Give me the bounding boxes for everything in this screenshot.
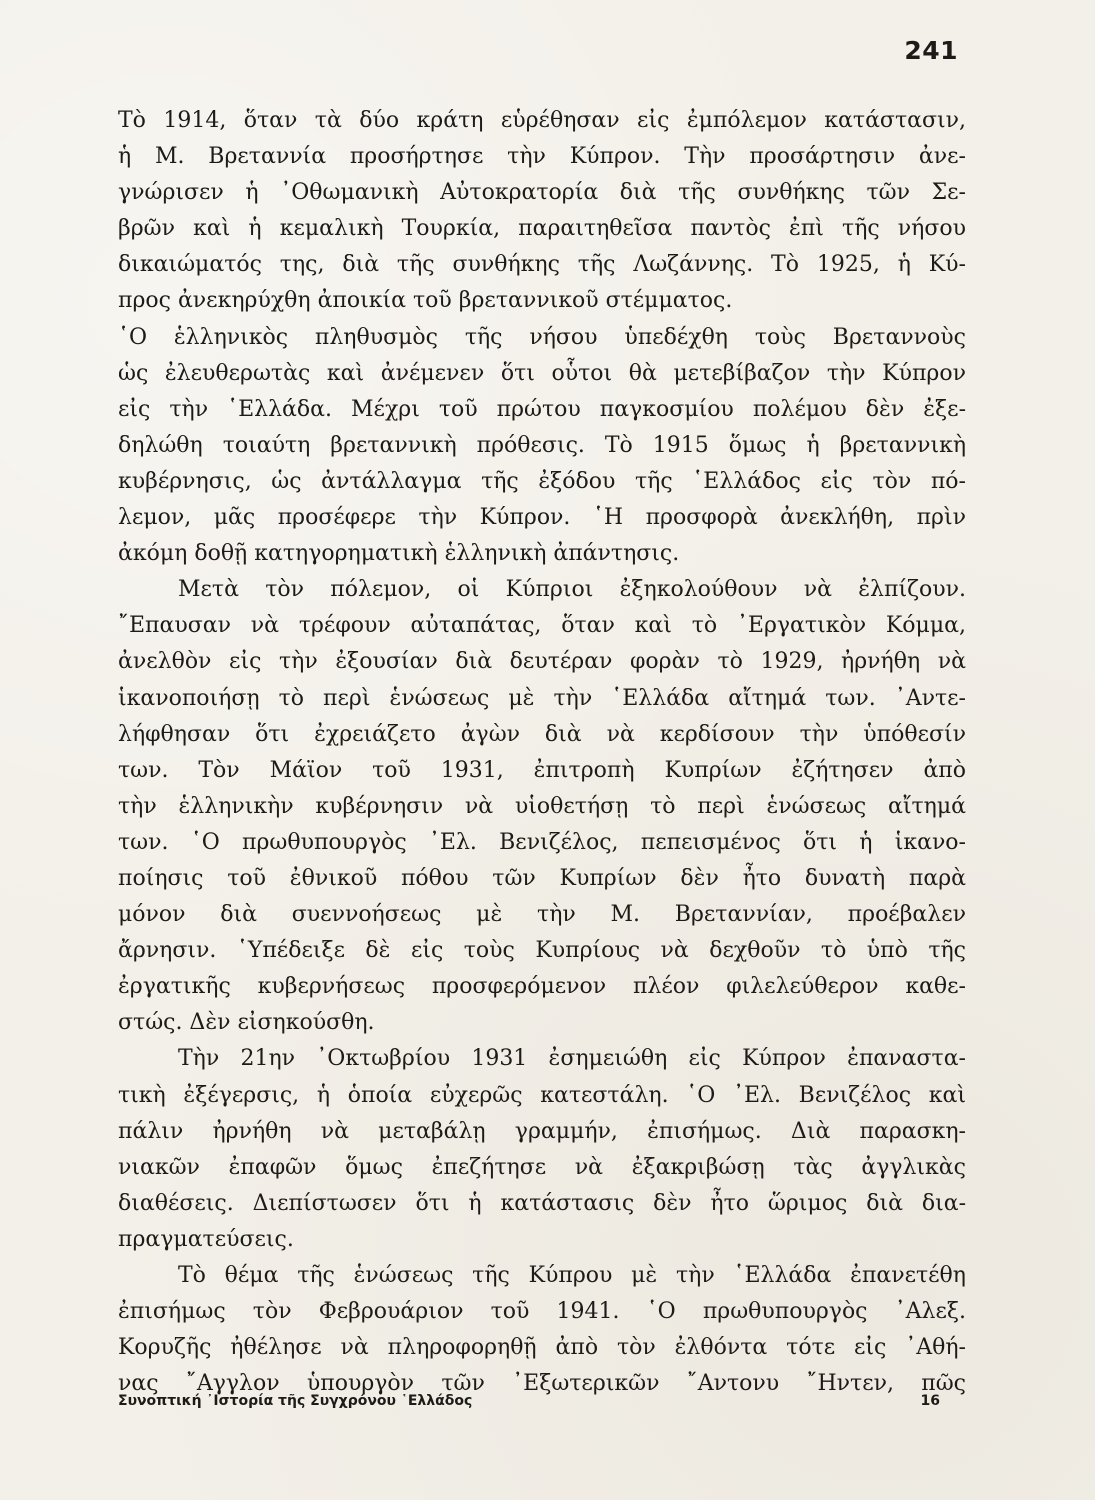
- text-line: λήφθησαν ὅτι ἐχρειάζετο ἀγὼν διὰ νὰ κερδίσουν τὴν ὑπόθεσίν: [118, 721, 966, 747]
- text-line: ὡς ἐλευθερωτὰς καὶ ἀνέμενεν ὅτι οὗτοι θὰ μετεβίβαζον τὴν Κύπρον: [118, 360, 966, 386]
- text-line: γνώρισεν ἡ ᾿Οθωμανικὴ Αὐτοκρατορία διὰ τῆς συνθήκης τῶν Σε-: [118, 180, 966, 206]
- text-line: λεμον, μᾶς προσέφερε τὴν Κύπρον. ῾Η προσφορὰ ἀνεκλήθη, πρὶν: [118, 505, 966, 531]
- text-line: ποίησις τοῦ ἐθνικοῦ πόθου τῶν Κυπρίων δὲν ἦτο δυνατὴ παρὰ: [118, 865, 966, 891]
- text-line: ῎Επαυσαν νὰ τρέφουν αὐταπάτας, ὅταν καὶ τὸ ᾿Εργατικὸν Κόμμα,: [118, 613, 966, 639]
- text-line: τὴν ἑλληνικὴν κυβέρνησιν νὰ υἱοθετήσῃ τὸ περὶ ἑνώσεως αἴτημά: [118, 793, 966, 819]
- text-line: ἐπισήμως τὸν Φεβρουάριον τοῦ 1941. ῾Ο πρωθυπουργὸς ᾿Αλεξ.: [118, 1299, 966, 1325]
- text-line: δικαιώματός της, διὰ τῆς συνθήκης τῆς Λωζάννης. Τὸ 1925, ἡ Κύ-: [118, 252, 966, 278]
- text-line: Τὴν 21ην ᾿Οκτωβρίου 1931 ἐσημειώθη εἰς Κύπρον ἐπαναστα-: [178, 1046, 966, 1072]
- text-line: Τὸ θέμα τῆς ἑνώσεως τῆς Κύπρου μὲ τὴν ῾Ελλάδα ἐπανετέθη: [178, 1263, 966, 1288]
- footer-book-title: Συνοπτική ᾿Ιστορία τῆς Συγχρόνου ῾Ελλάδος: [118, 1393, 473, 1409]
- text-line: τικὴ ἐξέγερσις, ἡ ὁποία εὐχερῶς κατεστάλη. ῾Ο ᾿Ελ. Βενιζέλος καὶ: [118, 1082, 966, 1108]
- text-line: μόνον διὰ συεννοήσεως μὲ τὴν Μ. Βρεταννίαν, προέβαλεν: [118, 902, 966, 928]
- text-line: νας ῎Αγγλον ὑπουργὸν τῶν ᾿Εξωτερικῶν ῎Αντονυ ῎Ηντεν, πῶς: [118, 1371, 966, 1397]
- text-line: νιακῶν ἐπαφῶν ὅμως ἐπεζήτησε νὰ ἐξακριβώσῃ τὰς ἀγγλικὰς: [118, 1154, 966, 1180]
- text-line: Τὸ 1914, ὅταν τὰ δύο κράτη εὑρέθησαν εἰς ἐμπόλεμον κατάστασιν,: [118, 108, 966, 133]
- text-line: των. ῾Ο πρωθυπουργὸς ᾿Ελ. Βενιζέλος, πεπεισμένος ὅτι ἡ ἱκανο-: [118, 829, 966, 855]
- text-line: ῾Ο ἑλληνικὸς πληθυσμὸς τῆς νήσου ὑπεδέχθη τοὺς Βρεταννοὺς: [118, 324, 966, 350]
- paragraph: [118, 320, 966, 573]
- text-line: ἐργατικῆς κυβερνήσεως προσφερόμενον πλέον φιλελεύθερον καθε-: [118, 974, 966, 1000]
- text-line: στώς. Δὲν εἰσηκούσθη.: [118, 1010, 375, 1036]
- text-line: δηλώθη τοιαύτη βρεταννικὴ πρόθεσις. Τὸ 1915 ὅμως ἡ βρεταννικὴ: [118, 432, 966, 458]
- footer-signature-mark: 16: [920, 1393, 940, 1409]
- paragraph: [118, 1258, 966, 1402]
- text-line: ἡ Μ. Βρεταννία προσήρτησε τὴν Κύπρον. Τὴν προσάρτησιν ἀνε-: [118, 144, 966, 170]
- text-line: διαθέσεις. Διεπίστωσεν ὅτι ἡ κατάστασις δὲν ἦτο ὥριμος διὰ δια-: [118, 1190, 966, 1216]
- text-line: Κορυζῆς ἠθέλησε νὰ πληροφορηθῇ ἀπὸ τὸν ἐλθόντα τότε εἰς ᾿Αθή-: [118, 1335, 966, 1361]
- paragraph: [118, 572, 966, 1041]
- text-line: ἄρνησιν. ῾Υπέδειξε δὲ εἰς τοὺς Κυπρίους νὰ δεχθοῦν τὸ ὑπὸ τῆς: [118, 938, 966, 964]
- text-line: εἰς τὴν ῾Ελλάδα. Μέχρι τοῦ πρώτου παγκοσμίου πολέμου δὲν ἐξε-: [118, 396, 966, 422]
- body-text: [118, 103, 966, 1402]
- text-line: ἀκόμη δοθῇ κατηγορηματικὴ ἑλληνικὴ ἀπάντησις.: [118, 541, 680, 567]
- page-number: 241: [904, 36, 958, 65]
- text-line: πάλιν ἠρνήθη νὰ μεταβάλῃ γραμμήν, ἐπισήμως. Διὰ παρασκη-: [118, 1118, 966, 1144]
- text-line: βρῶν καὶ ἡ κεμαλικὴ Τουρκία, παραιτηθεῖσα παντὸς ἐπὶ τῆς νήσου: [118, 216, 966, 242]
- text-line: των. Τὸν Μάϊον τοῦ 1931, ἐπιτροπὴ Κυπρίων ἐζήτησεν ἀπὸ: [118, 757, 966, 783]
- text-line: ἱκανοποιήσῃ τὸ περὶ ἑνώσεως μὲ τὴν ῾Ελλάδα αἴτημά των. ᾿Αντε-: [118, 685, 966, 711]
- text-line: κυβέρνησις, ὡς ἀντάλλαγμα τῆς ἐξόδου τῆς ῾Ελλάδος εἰς τὸν πό-: [118, 468, 966, 494]
- text-line: ἀνελθὸν εἰς τὴν ἐξουσίαν διὰ δευτέραν φορὰν τὸ 1929, ἠρνήθη νὰ: [118, 649, 966, 675]
- page-footer: [118, 1393, 940, 1409]
- paragraph: [118, 1041, 966, 1258]
- text-line: προς ἀνεκηρύχθη ἀποικία τοῦ βρεταννικοῦ στέμματος.: [118, 288, 733, 314]
- text-line: Μετὰ τὸν πόλεμον, οἱ Κύπριοι ἐξηκολούθουν νὰ ἐλπίζουν.: [178, 577, 966, 603]
- text-line: πραγματεύσεις.: [118, 1226, 294, 1252]
- paragraph: [118, 103, 966, 320]
